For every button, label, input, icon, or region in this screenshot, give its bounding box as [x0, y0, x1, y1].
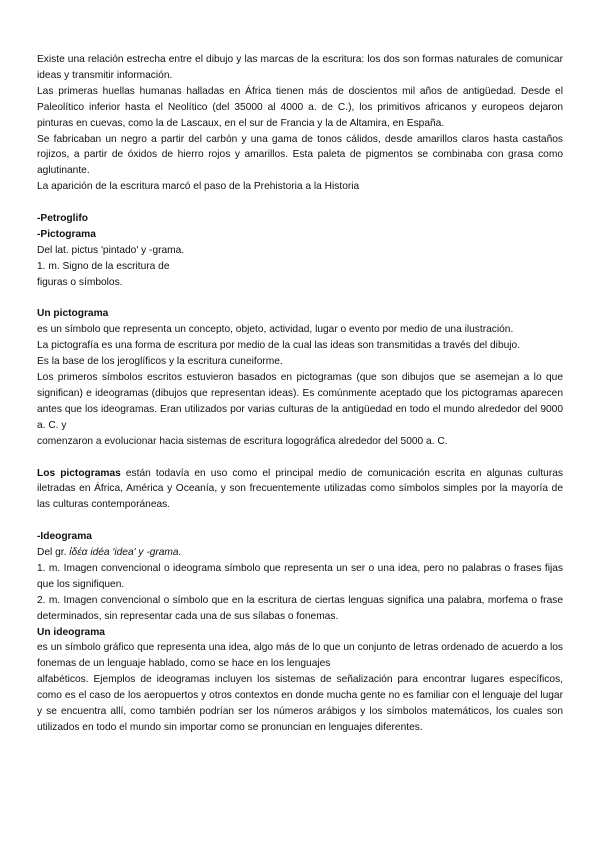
- pictograma-etymology: Del lat. pictus 'pintado' y -grama.: [37, 244, 185, 256]
- pictograma-paragraph-1: es un símbolo que representa un concepto, objeto, actividad, lugar o evento por medio de una ilustración.: [37, 324, 514, 336]
- pictograma-paragraph-5: comenzaron a evolucionar hacia sistemas de escritura logográfica alrededor del 5000 a. C.: [37, 435, 448, 447]
- pictogramas-uso-text: están todavía en uso como el principal medio de comunicación escrita en algunas culturas iletradas en África, América y Oceanía, y son frecuentemente utilizadas como símbolos simples por la mayoría de las culturas contemporáneas.: [37, 467, 563, 511]
- intro-paragraph-3: Se fabricaban un negro a partir del carbón y una gama de tonos cálidos, desde amarillos claros hasta castaños rojizos, a partir de óxidos de hierro rojos y amarillos. Esta paleta de pigmentos se combinaba con grasa como aglutinante.: [37, 133, 563, 177]
- ideograma-paragraph-1: es un símbolo gráfico que representa una idea, algo más de lo que un conjunto de letras ordenado de acuerdo a los fonemas de un lenguaje hablado, como se hace en los lenguajes: [37, 642, 563, 670]
- document-page: [37, 52, 563, 736]
- pictograma-definition-line-1: 1. m. Signo de la escritura de: [37, 260, 170, 272]
- heading-ideograma: -Ideograma: [37, 531, 92, 543]
- ideograma-etymology-prefix: Del gr.: [37, 547, 70, 559]
- heading-pictograma: -Pictograma: [37, 228, 96, 240]
- pictograma-paragraph-4: Los primeros símbolos escritos estuvieron basados en pictogramas (que son dibujos que se asemejan a lo que significan) e ideogramas (dibujos que representan ideas). Es comúnmente aceptado que los pictogramas aparecen antes que los ideogramas. Eran utilizados por varias culturas de la antigüedad en todo el mundo alrededor del 9000 a. C. y: [37, 372, 563, 431]
- ideograma-definition-1: 1. m. Imagen convencional o ideograma símbolo que representa un ser o una idea, pero no palabras o frases fijas que los signifiquen.: [37, 562, 563, 590]
- heading-petroglifo: -Petroglifo: [37, 213, 88, 225]
- ideograma-paragraph-2: alfabéticos. Ejemplos de ideogramas incluyen los sistemas de señalización para encontrar lugares específicos, como es el caso de los aeropuertos y otros contextos en donde mucha gente no es familiar con el lenguaje del lugar y se encuentra allí, como también podrían ser los números arábigos y los símbolos matemáticos, los cuales son utilizados en todo el mundo sin importar como se pronuncian en lenguajes diferentes.: [37, 674, 563, 733]
- pictogramas-bold-term: Los pictogramas: [37, 467, 121, 479]
- heading-un-ideograma: Un ideograma: [37, 626, 105, 638]
- pictograma-paragraph-2: La pictografía es una forma de escritura por medio de la cual las ideas son transmitidas a través del dibujo.: [37, 340, 521, 352]
- ideograma-etymology-greek: ἰδέα idéa 'idea' y -grama.: [69, 547, 182, 559]
- intro-paragraph-1: Existe una relación estrecha entre el dibujo y las marcas de la escritura: los dos son formas naturales de comunicar ideas y transmitir información.: [37, 54, 563, 81]
- pictogramas-uso-paragraph: [37, 466, 563, 514]
- intro-paragraph-2: Las primeras huellas humanas halladas en África tienen más de doscientos mil años de antigüedad. Desde el Paleolítico inferior hasta el Neolítico (del 35000 al 4000 a. de C.), los primitivos africanos y europeos dejaron pinturas en cuevas, como la de Lascaux, en el sur de Francia y la de Altamira, en España.: [37, 85, 563, 129]
- ideograma-definition-2: 2. m. Imagen convencional o símbolo que en la escritura de ciertas lenguas significa una palabra, morfema o frase determinados, sin representar cada una de sus sílabas o fonemas.: [37, 594, 563, 622]
- ideograma-etymology: [37, 545, 563, 561]
- heading-un-pictograma: Un pictograma: [37, 308, 109, 320]
- pictograma-paragraph-3: Es la base de los jeroglíficos y la escritura cuneiforme.: [37, 356, 283, 368]
- intro-paragraph-4: La aparición de la escritura marcó el paso de la Prehistoria a la Historia: [37, 181, 360, 193]
- pictograma-definition-line-2: figuras o símbolos.: [37, 276, 123, 288]
